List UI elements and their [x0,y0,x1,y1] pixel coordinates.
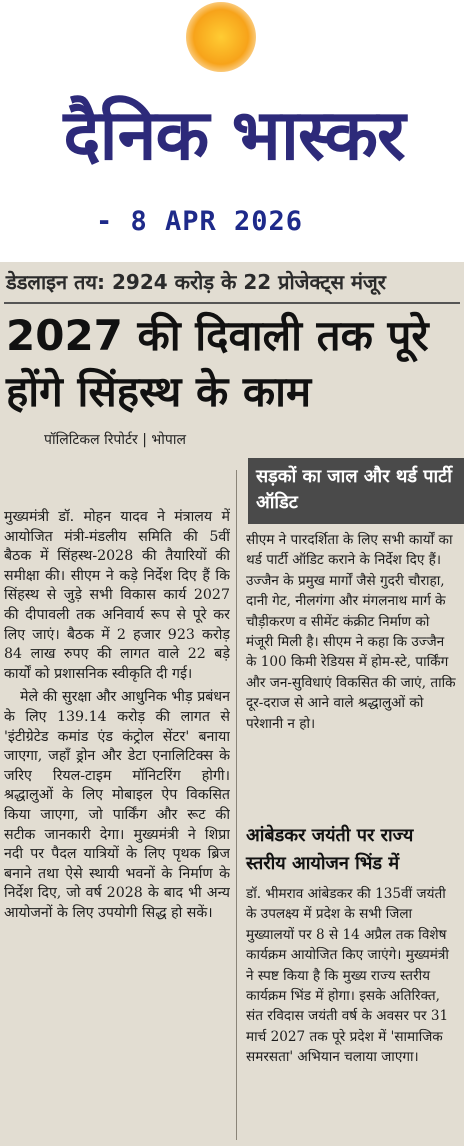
sidebar-heading: सड़कों का जाल और थर्ड पार्टी ऑडिट [248,458,464,524]
article-headline: 2027 की दिवाली तक पूरे होंगे सिंहस्थ के काम [6,311,429,416]
article-subhead: आंबेडकर जयंती पर राज्य स्तरीय आयोजन भिंड में [246,825,414,874]
article-byline: पॉलिटिकल रिपोर्टर | भोपाल [44,432,186,448]
article-kicker: डेडलाइन तय: 2924 करोड़ के 22 प्रोजेक्ट्स मंजूर [6,270,386,294]
kicker-divider [4,302,460,304]
article-body-left-column [4,508,230,1140]
subhead-paragraph: डॉ. भीमराव आंबेडकर की 135वीं जयंती के उपलक्ष्य में प्रदेश के सभी जिला मुख्यालयों पर 8 से 14 अप्रैल तक विशेष कार्यक्रम आयोजित किए जाएंगे। मुख्यमंत्री ने स्पष्ट किया है कि मुख्य राज्य स्तरीय कार्यक्रम भिंड में होगा। इसके अतिरिक्त, संत रविदास जयंती वर्ष के अवसर पर 31 मार्च 2027 तक पूरे प्रदेश में 'सामाजिक समरसता' अभियान चलाया जाएगा। [246,886,449,1066]
sidebar-body [246,530,458,820]
date-stamp: - 8 APR 2026 [96,206,304,237]
sidebar-paragraph: सीएम ने पारदर्शिता के लिए सभी कार्यों का थर्ड पार्टी ऑडिट कराने के निर्देश दिए हैं। उज्जैन के प्रमुख मार्गों जैसे गुदरी चौराहा, दानी गेट, नीलगंगा और मंगलनाथ मार्ग के चौड़ीकरण व सीमेंट कंक्रीट निर्माण को मंजूरी मिली है। सीएम ने कहा कि उज्जैन के 100 किमी रेडियस में होम-स्टे, पार्किंग और जन-सुविधाएं विकसित की जाएं, ताकि दूर-दराज से आने वाले श्रद्धालुओं को परेशानी न हो। [246,532,456,732]
newspaper-masthead [0,0,464,262]
subhead-body [246,884,458,1142]
column-divider [236,470,237,1140]
newspaper-logo: दैनिक भास्कर [63,94,405,176]
body-paragraph: मुख्यमंत्री डॉ. मोहन यादव ने मंत्रालय में आयोजित मंत्री-मंडलीय समिति की 5वीं बैठक में सिंहस्थ-2028 की तैयारियों की समीक्षा की। सीएम ने कड़े निर्देश दिए हैं कि सिंहस्थ से जुड़े सभी विकास कार्य 2027 की दीपावली तक अनिवार्य रूप से पूरे कर लिए जाएं। बैठक में 2 हजार 923 करोड़ 84 लाख रुपए की लागत वाले 22 बड़े कार्यों को प्रशासनिक स्वीकृति दी गई। [4,509,230,682]
sun-logo-icon [186,2,256,72]
body-paragraph: मेले की सुरक्षा और आधुनिक भीड़ प्रबंधन के लिए 139.14 करोड़ की लागत से 'इंटीग्रेटेड कमांड एंड कंट्रोल सेंटर' बनाया जाएगा, जहाँ ड्रोन और डेटा एनालिटिक्स के जरिए रियल-टाइम मॉनिटरिंग होगी। श्रद्धालुओं के लिए मोबाइल ऐप विकसित किया जाएगा, जो पार्किंग और रूट की सटीक जानकारी देगा। मुख्यमंत्री ने शिप्रा नदी पर पैदल यात्रियों के लिए पृथक ब्रिज बनाने तथा ऐसे स्थायी भवनों के निर्माण के निर्देश दिए, जो वर्ष 2028 के बाद भी अन्य आयोजनों के लिए उपयोगी सिद्ध हो सकें। [4,689,230,921]
